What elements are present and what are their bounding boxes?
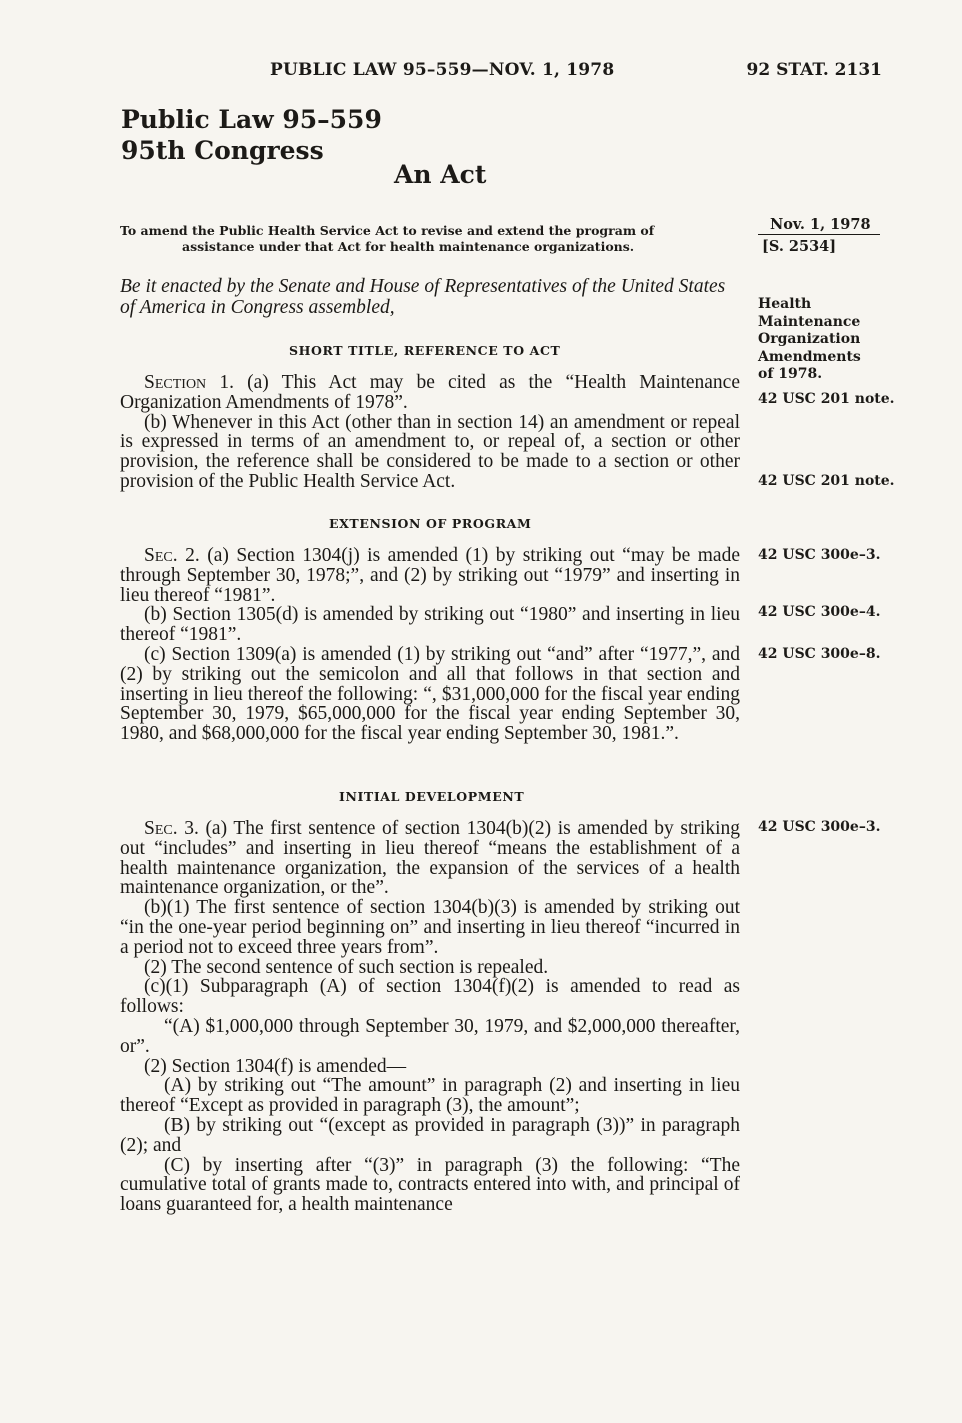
section-2-a [120, 546, 740, 605]
purpose-statement [120, 223, 740, 255]
margin-short-title: Health Maintenance Organization Amendments of 1978. [758, 296, 861, 382]
section-3-b1: (b)(1) The first sentence of section 1304(b)(3) is amended by striking out “in the one-year period beginning on” and inserting in lieu thereof “incurred in a period not to exceed three years from”. [120, 897, 740, 958]
section-3-c1-quote: “(A) $1,000,000 through September 30, 1979, and $2,000,000 thereafter, or”. [120, 1015, 740, 1057]
section-3-b2: (2) The second sentence of such section is repealed. [144, 956, 549, 978]
section-3 [120, 819, 740, 1215]
margin-note-usc-1: 42 USC 201 note. [758, 391, 895, 407]
section-3-c2-B: (B) by striking out “(except as provided in paragraph (3))” in paragraph (2); and [120, 1114, 740, 1156]
section-2-a-text: (a) Section 1304(j) is amended (1) by striking out “may be made through September 30, 1978;”, and (2) by striking out “1979” and inserting in lieu thereof “1981”. [120, 545, 740, 606]
section-3-a-text: (a) The first sentence of section 1304(b)(2) is amended by striking out “includes” and inserting in lieu thereof “means the establishment of a health maintenance organization, the expansion of the services of a health maintenance organization, or the”. [120, 818, 740, 899]
margin-note-sec2c: 42 USC 300e–8. [758, 646, 881, 662]
purpose-line-1: To amend the Public Health Service Act to revise and extend the program of [120, 223, 655, 238]
section-1-a-text: (a) This Act may be cited as the “Health Maintenance Organization Amendments of 1978”. [120, 372, 740, 413]
bill-number: [S. 2534] [762, 238, 837, 255]
section-3-a [120, 819, 740, 898]
section-3-c2: (2) Section 1304(f) is amended— [144, 1055, 407, 1077]
running-title: PUBLIC LAW 95–559—NOV. 1, 1978 [270, 60, 615, 80]
act-title: An Act [394, 160, 487, 189]
section-1-label: Section 1. [144, 372, 234, 393]
enacting-clause: Be it enacted by the Senate and House of Representatives of the United States of America in Congress assembled, [120, 276, 726, 318]
section-2-c: (c) Section 1309(a) is amended (1) by striking out “and” after “1977,”, and (2) by striking out the semicolon and all that follows in that section and inserting in lieu thereof the following: “, $31,000,000 for the fiscal year ending September 30, 1979, $65,000,000 for the fiscal year ending September 30, 1980, and $68,000,000 for the fiscal year ending September 30, 1981.”. [120, 643, 740, 745]
section-2-b: (b) Section 1305(d) is amended by striking out “1980” and inserting in lieu thereof “1981”. [120, 604, 740, 646]
heading-short-title: SHORT TITLE, REFERENCE TO ACT [289, 343, 561, 358]
law-number: Public Law 95–559 [121, 105, 382, 134]
section-2 [120, 546, 740, 744]
section-1-b: (b) Whenever in this Act (other than in section 14) an amendment or repeal is expressed in terms of an amendment to, or repeal of, a section or other provision, the reference shall be considered to be made to a section or other provision of the Public Health Service Act. [120, 411, 740, 492]
section-3-c2-C: (C) by inserting after “(3)” in paragraph (3) the following: “The cumulative total of grants made to, contracts entered into with, and principal of loans guaranteed for, a health maintenance [120, 1154, 740, 1216]
purpose-line-2: assistance under that Act for health maintenance organizations. [182, 239, 635, 254]
section-3-label: Sec. 3. [144, 818, 199, 839]
heading-extension: EXTENSION OF PROGRAM [329, 516, 532, 531]
heading-initial-development: INITIAL DEVELOPMENT [339, 789, 525, 804]
section-1-a [120, 373, 740, 413]
section-2-label: Sec. 2. [144, 545, 200, 566]
congress-number: 95th Congress [121, 136, 324, 165]
section-3-c1: (c)(1) Subparagraph (A) of section 1304(f)(2) is amended to read as follows: [120, 976, 740, 1018]
margin-note-sec2b: 42 USC 300e–4. [758, 604, 881, 620]
section-3-c2-A: (A) by striking out “The amount” in paragraph (2) and inserting in lieu thereof “Except as provided in paragraph (3), the amount”; [120, 1075, 740, 1117]
margin-note-sec3: 42 USC 300e–3. [758, 819, 881, 835]
section-1 [120, 373, 740, 492]
law-title-block [121, 104, 382, 166]
margin-note-usc-2: 42 USC 201 note. [758, 473, 895, 489]
enactment-date: Nov. 1, 1978 [758, 216, 880, 235]
margin-note-sec2a: 42 USC 300e–3. [758, 547, 881, 563]
margin-date-block [758, 216, 880, 255]
statute-page: 92 STAT. 2131 [746, 60, 882, 80]
